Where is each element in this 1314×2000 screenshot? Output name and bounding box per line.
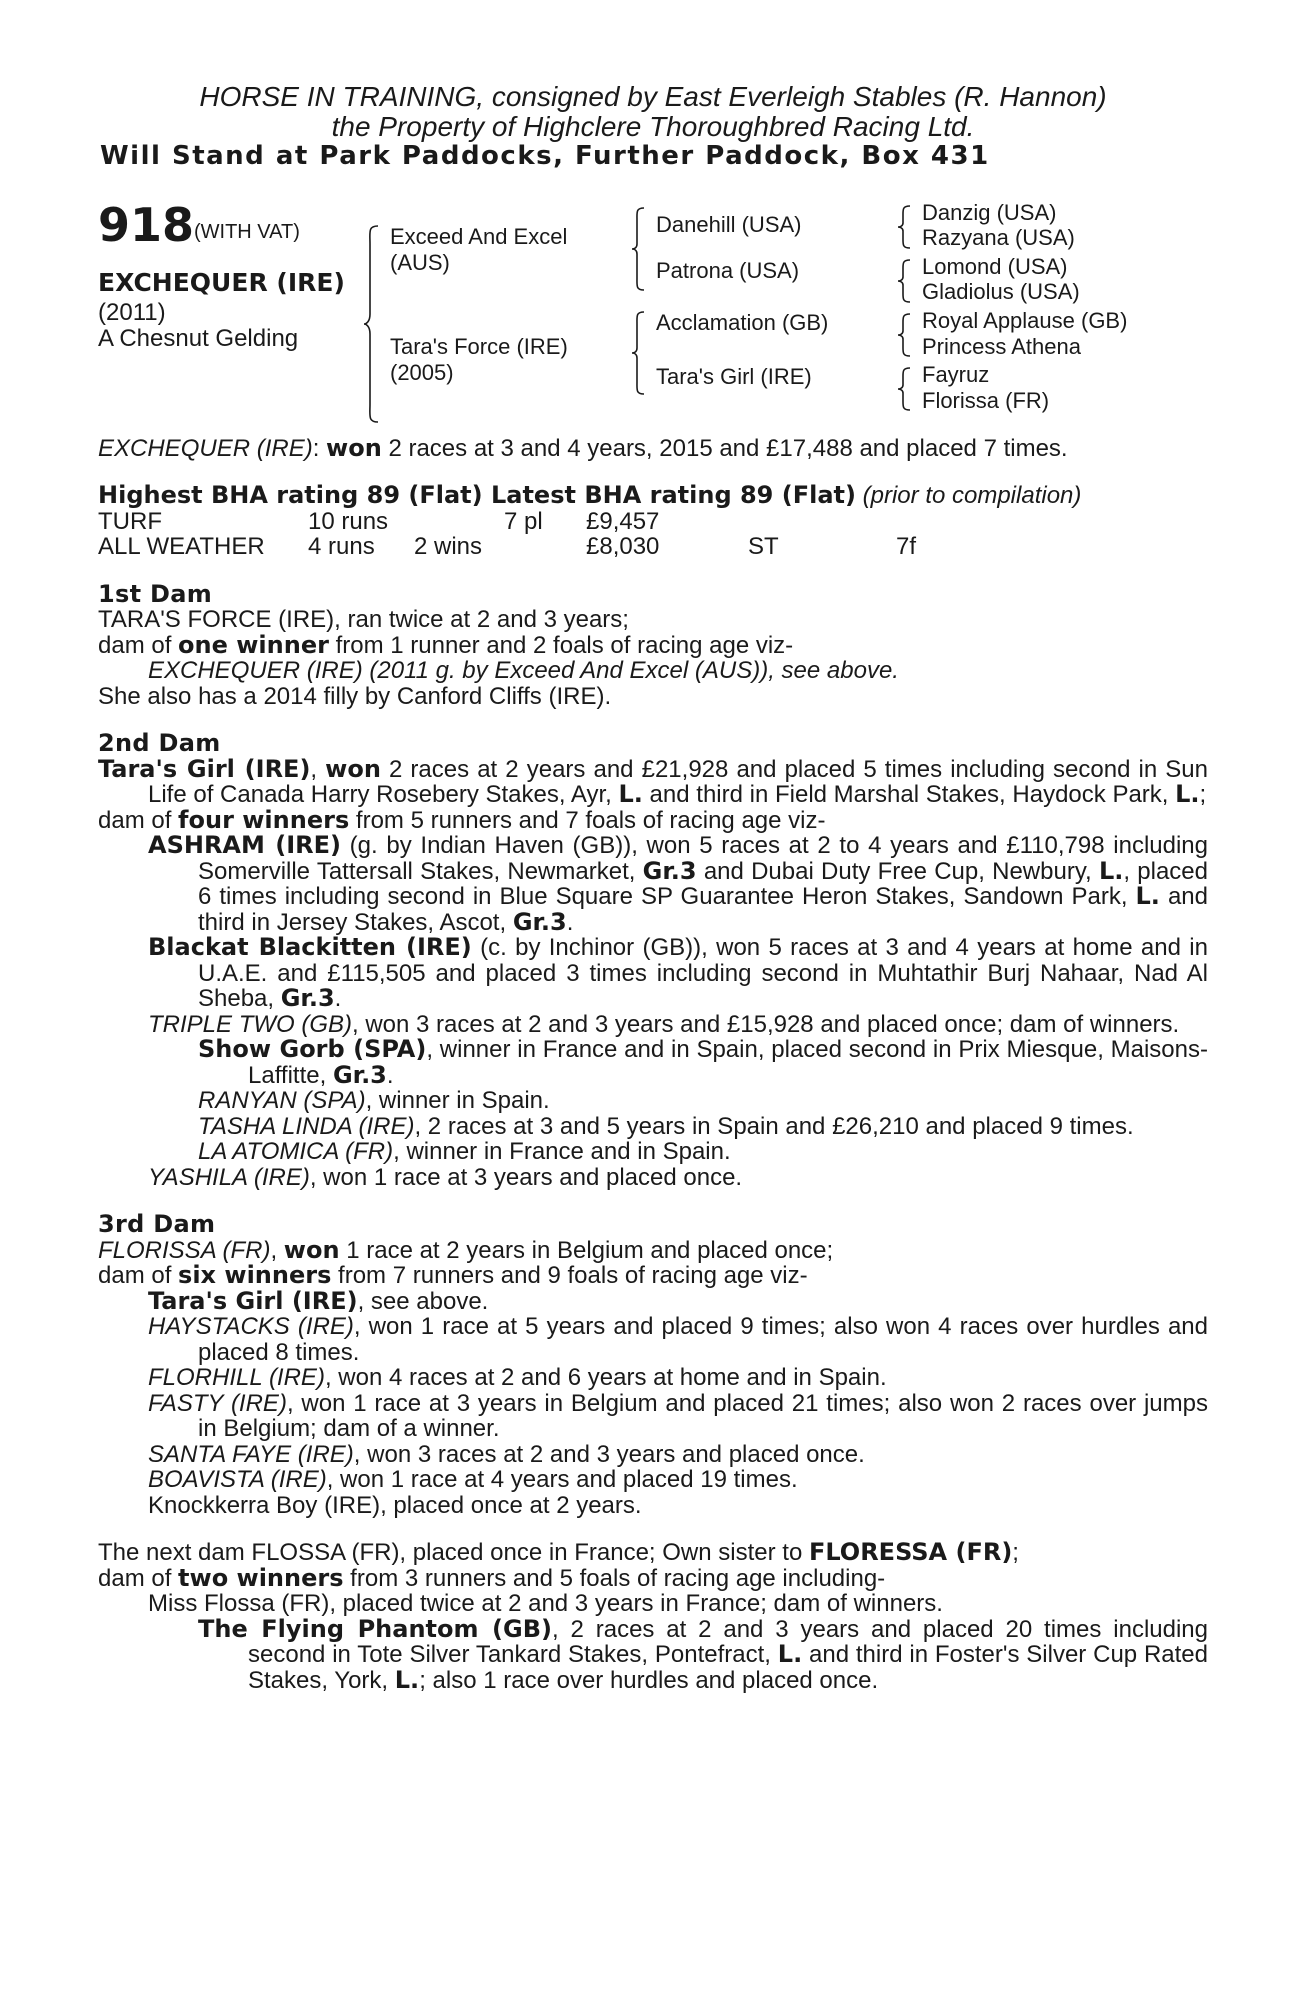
sire-line-brace xyxy=(632,206,646,292)
gen3-1: Danzig (USA) xyxy=(922,199,1057,225)
dam-year: (2005) xyxy=(390,359,454,385)
produce-yashila: YASHILA (IRE), won 1 race at 3 years and placed once. xyxy=(148,1163,743,1191)
horse-description: A Chesnut Gelding xyxy=(98,324,299,352)
third-dam-section: 3rd Dam FLORISSA (FR), won 1 race at 2 years in Belgium and placed once; dam of six winners from 7 runners and 9 foals of racing age viz- Tara's Girl (IRE), see above. HAYSTACKS (IRE), won 1 race at 5 years and placed 9 times; also won 4 races over hurdles and placed 8 times. FLORHILL (IRE), won 4 races at 2 and 6 years at home and in Spain. FASTY (IRE), won 1 race at 3 years in Belgium and placed 21 times; also won 2 races over jumps in Belgium; dam of a winner. SANTA FAYE (IRE), won 3 races at 2 and 3 years and placed once. BOAVISTA (IRE), won 1 race at 4 years and placed 19 times. Knockkerra Boy (IRE), placed once at 2 years. xyxy=(98,1210,1209,1519)
turf-row: TURF 10 runs 7 pl £9,457 xyxy=(98,507,660,535)
consignor-line: HORSE IN TRAINING, consigned by East Everleigh Stables (R. Hannon) xyxy=(199,81,1107,112)
gen3-brace-2 xyxy=(898,258,912,304)
first-dam-section: 1st Dam TARA'S FORCE (IRE), ran twice at 2 and 3 years; dam of one winner from 1 runner and 2 foals of racing age viz- EXCHEQUER (IRE) (2011 g. by Exceed And Excel (AUS)), see above. She also has a 2014 filly by Canford Cliffs (IRE). xyxy=(98,582,1208,710)
horse-name: EXCHEQUER (IRE) xyxy=(98,267,345,297)
location-line: Will Stand at Park Paddocks, Further Paddock, Box 431 xyxy=(100,141,990,171)
produce-tasha-linda: TASHA LINDA (IRE), 2 races at 3 and 5 years in Spain and £26,210 and placed 9 times. xyxy=(198,1112,1134,1140)
gen3-4: Gladiolus (USA) xyxy=(922,278,1080,304)
ratings-block xyxy=(98,483,1208,560)
gen3-brace-1 xyxy=(898,204,912,250)
bha-ratings: Highest BHA rating 89 (Flat) Latest BHA rating 89 (Flat) xyxy=(98,481,856,509)
produce-triple-two: TRIPLE TWO (GB), won 3 races at 2 and 3 years and £15,928 and placed once; dam of winners. xyxy=(148,1010,1180,1038)
produce-blackat: Blackat Blackitten (IRE) (c. by Inchinor (GB)), won 5 races at 3 and 4 years at home and in U.A.E. and £115,505 and placed 3 times including second in Muhtathir Burj Nahaar, Nad Al Sheba, Gr.3. xyxy=(148,933,1208,1012)
gen3-brace-4 xyxy=(898,366,912,412)
all-weather-row: ALL WEATHER 4 runs 2 wins £8,030 ST 7f xyxy=(98,533,917,560)
horse-year: (2011) xyxy=(98,298,166,326)
next-dam-section: The next dam FLOSSA (FR), placed once in France; Own sister to FLORESSA (FR); dam of two winners from 3 runners and 5 foals of racing age including- Miss Flossa (FR), placed twice at 2 and 3 years in France; dam of winners. The Flying Phantom (GB), 2 races at 2 and 3 years and placed 20 times including second in Tote Silver Tankard Stakes, Pontefract, L. and third in Foster's Silver Cup Rated Stakes, York, L.; also 1 race over hurdles and placed once. xyxy=(98,1538,1209,1694)
sire-dam: Patrona (USA) xyxy=(656,257,800,283)
vat-note: (WITH VAT) xyxy=(194,220,300,243)
lot-number: 918 xyxy=(98,197,195,252)
sire-name: Exceed And Excel xyxy=(390,223,568,249)
produce-show-gorb: Show Gorb (SPA), winner in France and in Spain, placed second in Prix Miesque, Maisons-Laffitte, Gr.3. xyxy=(198,1035,1208,1089)
produce-flying-phantom: The Flying Phantom (GB), 2 races at 2 and 3 years and placed 20 times including second in Tote Silver Tankard Stakes, Pontefract, L. and third in Foster's Silver Cup Rated Stakes, York, L.; also 1 race over hurdles and placed once. xyxy=(198,1614,1209,1694)
race-summary: EXCHEQUER (IRE): won 2 races at 3 and 4 years, 2015 and £17,488 and placed 7 times. xyxy=(98,433,1068,462)
produce-ashram: ASHRAM (IRE) (g. by Indian Haven (GB)), won 5 races at 2 to 4 years and £110,798 including Somerville Tattersall Stakes, Newmarket, Gr.3 and Dubai Duty Free Cup, Newbury, L., placed 6 times including second in Blue Square SP Guarantee Heron Stakes, Sandown Park, L. and third in Jersey Stakes, Ascot, Gr.3. xyxy=(148,831,1208,936)
catalogue-page xyxy=(98,82,1208,1693)
first-dam-heading: 1st Dam xyxy=(98,579,213,608)
gen3-6: Princess Athena xyxy=(922,333,1081,359)
property-line: the Property of Highclere Thoroughbred Racing Ltd. xyxy=(331,111,975,142)
gen3-5: Royal Applause (GB) xyxy=(922,307,1128,333)
third-dam-heading: 3rd Dam xyxy=(98,1210,216,1238)
sire-sire: Danehill (USA) xyxy=(656,211,802,237)
produce-ranyan: RANYAN (SPA), winner in Spain. xyxy=(198,1087,550,1114)
dam-sire: Acclamation (GB) xyxy=(656,309,829,335)
produce-la-atomica: LA ATOMICA (FR), winner in France and in Spain. xyxy=(198,1138,731,1165)
dam-line-brace xyxy=(632,310,646,396)
gen3-8: Florissa (FR) xyxy=(922,387,1050,413)
dam-dam: Tara's Girl (IRE) xyxy=(656,363,812,389)
pedigree-brace xyxy=(364,224,380,424)
pedigree-block xyxy=(98,197,1208,428)
gen3-2: Razyana (USA) xyxy=(922,224,1075,250)
gen3-brace-3 xyxy=(898,312,912,358)
gen3-7: Fayruz xyxy=(922,361,990,387)
ratings-note: (prior to compilation) xyxy=(862,482,1082,509)
second-dam-heading: 2nd Dam xyxy=(98,729,221,757)
sire-origin: (AUS) xyxy=(390,249,450,275)
dam-name: Tara's Force (IRE) xyxy=(390,333,568,359)
gen3-3: Lomond (USA) xyxy=(922,253,1068,279)
second-dam-section: 2nd Dam Tara's Girl (IRE), won 2 races at 2 years and £21,928 and placed 5 times including second in Sun Life of Canada Harry Rosebery Stakes, Ayr, L. and third in Field Marshal Stakes, Haydock Park, L.; dam of four winners from 5 runners and 7 foals of racing age viz- ASHRAM (IRE) (g. by Indian Haven (GB)), won 5 races at 2 to 4 years and £110,798 including Somerville Tattersall Stakes, Newmarket, Gr.3 and Dubai Duty Free Cup, Newbury, L., placed 6 times including second in Blue Square SP Guarantee Heron Stakes, Sandown Park, L. and third in Jersey Stakes, Ascot, Gr.3. Blackat Blackitten (IRE) (c. by Inchinor (GB)), won 5 races at 3 and 4 years at home and in U.A.E. and £115,505 and placed 3 times including second in Muhtathir Burj Nahaar, Nad Al Sheba, Gr.3. TRIPLE TWO (GB), won 3 races at 2 and 3 years and £15,928 and placed once; dam of winners. Show Gorb (SPA), winner in France and in Spain, placed second in Prix Miesque, Maisons-Laffitte, Gr.3. RANYAN (SPA), winner in Spain. TASHA LINDA (IRE), 2 races at 3 and 5 years in Spain and £26,210 and placed 9 times. LA ATOMICA (FR), winner in France and in Spain. YASHILA (IRE), won 1 race at 3 years and placed once. xyxy=(98,729,1208,1191)
